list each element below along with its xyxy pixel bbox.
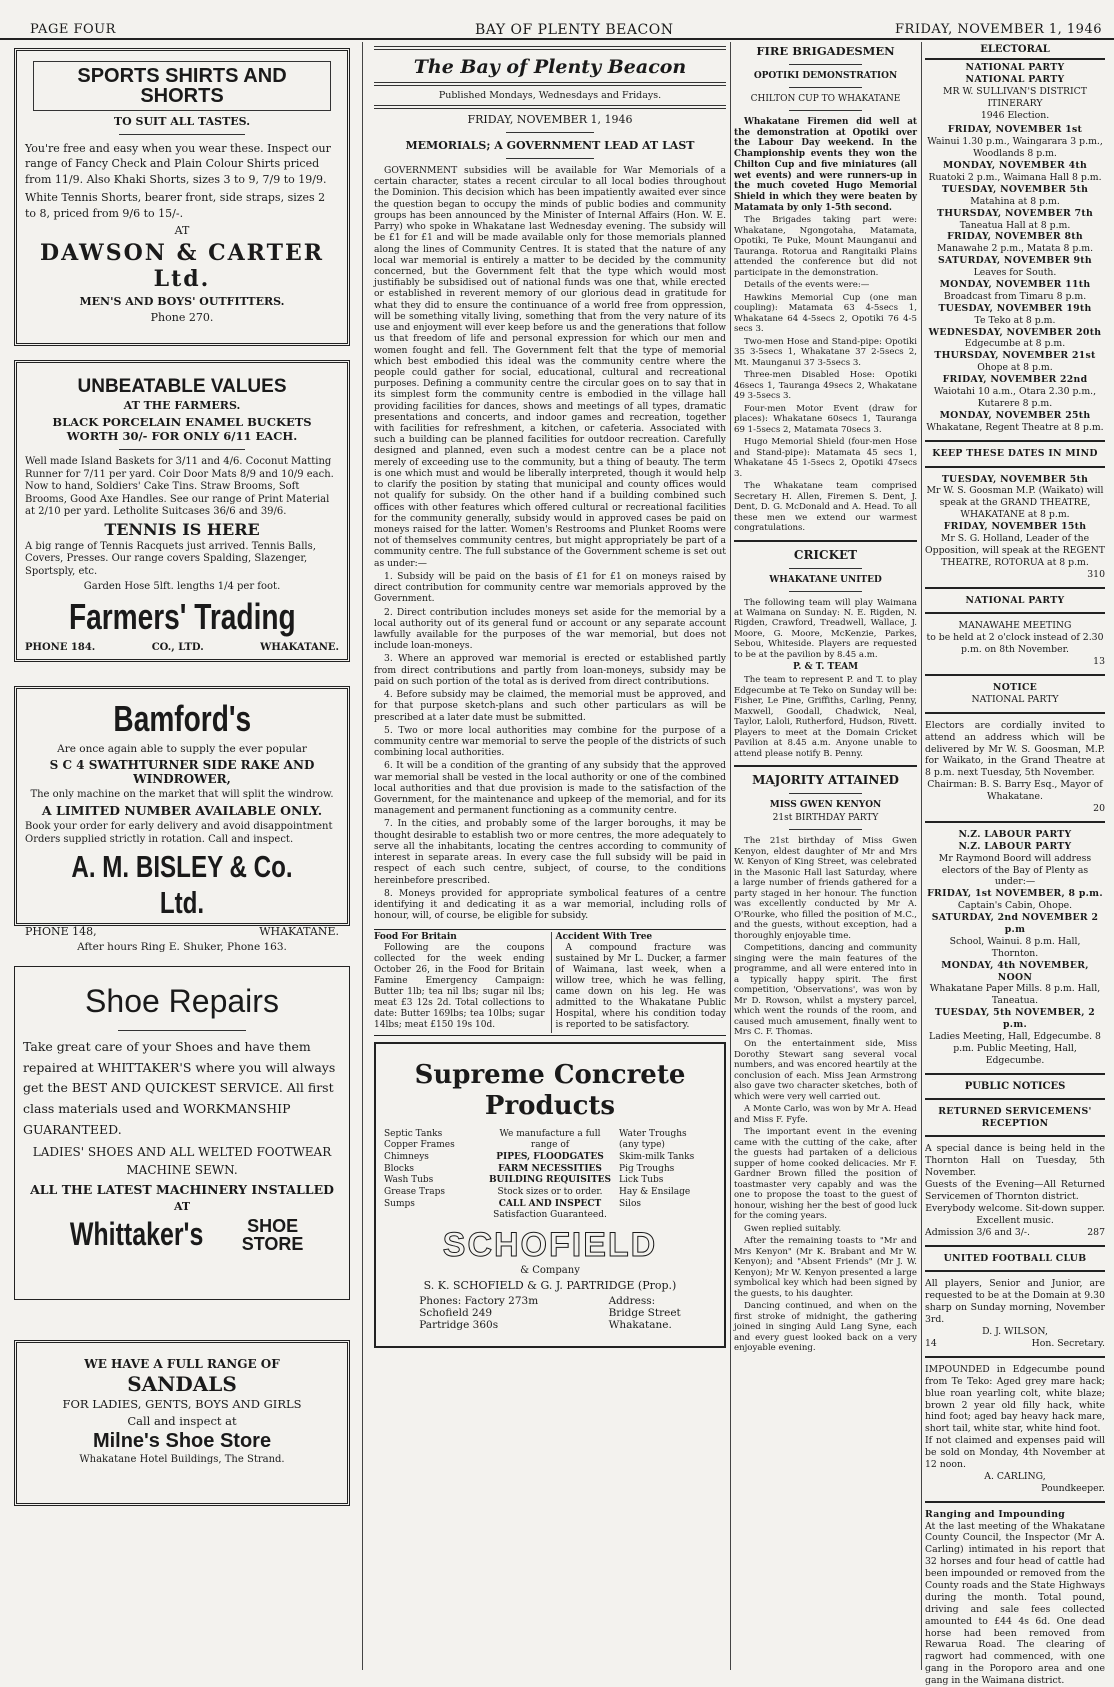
- whittaker-shoe-store: SHOE STORE: [241, 1215, 304, 1254]
- shoe-welted: LADIES' SHOES AND ALL WELTED FOOTWEAR MACHINE SEWN.: [32, 1145, 332, 1178]
- ufc-heading: UNITED FOOTBALL CLUB: [943, 1252, 1087, 1264]
- farmers-subtitle: AT THE FARMERS.: [123, 399, 241, 412]
- editorial-body: [374, 165, 726, 921]
- meeting-place: Ruatoki 2 p.m., Waimana Hall 8 p.m.: [928, 172, 1102, 184]
- ads-column: [14, 42, 350, 1670]
- majority-para: The 21st birthday of Miss Gwen Kenyon, eldest daughter of Mr and Mrs W. Kenyon of King Street, was celebrated in the Masonic Hall last Saturday, where a large number of friends gathered for a party staged in her honour. The function was excellently conducted by Mr A. O'Rourke, who filled the position of M.C., and the guests, without exception, had a thoroughly enjoyable time.: [734, 836, 917, 941]
- milne-name: Milne's Shoe Store: [92, 1430, 272, 1452]
- buckets-offer: BLACK PORCELAIN ENAMEL BUCKETS WORTH 30/- FOR ONLY 6/11 EACH.: [52, 415, 312, 443]
- meeting-date: FRIDAY, NOVEMBER 1st: [947, 124, 1083, 136]
- ad-number: 287: [1087, 1226, 1105, 1238]
- sports-at: AT: [174, 223, 190, 237]
- product-item: Chimneys: [384, 1151, 429, 1162]
- public-notices-title: PUBLIC NOTICES: [964, 1080, 1066, 1092]
- meeting-date: MONDAY, 4th NOVEMBER, NOON: [941, 959, 1089, 983]
- manawahe-text: to be held at 2 o'clock instead of 2.30 p.m. on 8th November.: [926, 632, 1104, 656]
- bisley-footer: [25, 925, 339, 938]
- schofield-address: Whakatane.: [608, 1319, 672, 1332]
- majority-para: The important event in the evening came with the cutting of the cake, after the guests had partaken of a delicious supper of home cooked delicacies. Mr F. Gardner Brown filled the position of toastmaster very capably and was the one to propose the toast to the guest of honour, wishing her the best of good luck for the coming years.: [734, 1127, 917, 1222]
- poundkeeper-role: Poundkeeper.: [1041, 1482, 1105, 1494]
- fire-para: Four-men Motor Event (draw for places): Whakatane 60secs 1, Tauranga 69 1-5secs 2, Matamata 70secs 3.: [734, 403, 917, 435]
- product-item: Water Troughs: [619, 1128, 687, 1139]
- cricket-body: [734, 598, 917, 760]
- schofield-phone: Partridge 360s: [419, 1319, 499, 1332]
- editorial-title: MEMORIALS; A GOVERNMENT LEAD AT LAST: [405, 139, 695, 152]
- editorial-para: 6. It will be a condition of the granting of any subsidy that the approved war memorial shall be vested in the local authority or one of the combined local authorities and that due provision is made to the satisfaction of the Government, for the maintenance and upkeep of the memorial, and for its management and permanent functioning as a community centre.: [374, 760, 726, 817]
- bamford-desc: The only machine on the market that will split the windrow.: [30, 789, 334, 800]
- meeting-date: THURSDAY, NOVEMBER 7th: [936, 207, 1094, 219]
- fire-title: FIRE BRIGADESMEN: [756, 44, 895, 58]
- majority-para: A Monte Carlo, was won by Mr A. Head and Miss F. Fyfe.: [734, 1104, 917, 1125]
- schofield-name: SCHOFIELD: [442, 1226, 658, 1265]
- schofield-contact: [384, 1295, 716, 1331]
- farmers-footer: [25, 642, 339, 653]
- sandals-ad: [14, 1340, 350, 1506]
- schofield-names: S. K. SCHOFIELD & G. J. PARTRIDGE (Prop.): [423, 1279, 677, 1293]
- tennis-heading: TENNIS IS HERE: [104, 519, 260, 539]
- ad-number: 14: [925, 1337, 937, 1349]
- itinerary-election: 1946 Election.: [980, 109, 1050, 121]
- sports-text-2: White Tennis Shorts, bearer front, side straps, sizes 2 to 8, priced from 9/6 to 15/-.: [25, 191, 326, 220]
- product-item: Lick Tubs: [619, 1175, 664, 1186]
- concrete-title: Supreme Concrete Products: [414, 1060, 686, 1122]
- fire-para: The Whakatane team comprised Secretary H. Allen, Firemen S. Dent, J. Dent, D. G. McDonald and A. Head. To all these men we extend our warmest congratulations.: [734, 481, 917, 534]
- party-name: NATIONAL PARTY: [965, 73, 1065, 85]
- farmers-trading-name: Farmers' Trading: [68, 596, 296, 637]
- majority-para: Gwen replied suitably.: [744, 1223, 842, 1234]
- farmers-body: Well made Island Baskets for 3/11 and 4/6. Coconut Matting Runner for 7/11 per yard. Coir Door Mats 8/9 and 10/9 each. Now to hand, Soldiers' Cake Tins. Straw Brooms, Soft Brooms, Good Axe Handles. See our range of Print Material at 2/10 per yard. Letholite Suitcases 36/6 and 39/6.: [25, 456, 334, 517]
- ufc-secretary: Hon. Secretary.: [1031, 1337, 1105, 1349]
- meeting-place: Manawahe 2 p.m., Matata 8 p.m.: [936, 243, 1094, 255]
- product-item: PIPES, FLOODGATES: [496, 1151, 604, 1162]
- page-date: FRIDAY, NOVEMBER 1, 1946: [895, 22, 1102, 37]
- product-item: We manufacture a full range of: [499, 1128, 601, 1151]
- schofield-address: Address:: [608, 1295, 656, 1308]
- majority-sub: MISS GWEN KENYON: [769, 800, 882, 811]
- milne-address: Whakatane Hotel Buildings, The Strand.: [79, 1454, 285, 1465]
- meeting-place: Mr W. S. Goosman M.P. (Waikato) will speak at the GRAND THEATRE, WHAKATANE at 8 p.m.: [926, 485, 1104, 521]
- hose-line: Garden Hose 5lft. lengths 1/4 per foot.: [83, 581, 281, 592]
- meeting-date: TUESDAY, NOVEMBER 5th: [941, 183, 1089, 195]
- meeting-date: FRIDAY, NOVEMBER 22nd: [942, 374, 1088, 386]
- meeting-place: Edgecumbe at 8 p.m.: [964, 338, 1066, 350]
- shoe-title: Shoe Repairs: [85, 983, 279, 1019]
- majority-body: [734, 836, 917, 1353]
- tennis-body: A big range of Tennis Racquets just arrived. Tennis Balls, Covers, Presses. Our range covers Spalding, Slazenger, Sportsply, etc.: [25, 540, 316, 577]
- product-item: (any type): [619, 1140, 665, 1151]
- rs-heading: RETURNED SERVICEMENS' RECEPTION: [938, 1105, 1092, 1129]
- meeting-date: TUESDAY, NOVEMBER 5th: [941, 473, 1089, 485]
- accident-with-tree: [551, 932, 727, 1033]
- page-number: PAGE FOUR: [30, 22, 116, 37]
- fire-body: [734, 215, 917, 533]
- food-title: Food For Britain: [374, 932, 457, 943]
- sandals-l2: SANDALS: [127, 1372, 237, 1396]
- editorial-column: [374, 42, 726, 1670]
- meeting-date: SATURDAY, 2nd NOVEMBER 2 p.m: [931, 912, 1099, 935]
- meeting-place: Ohope at 8 p.m.: [977, 362, 1053, 374]
- editorial-para: 5. Two or more local authorities may combine for the purpose of a community centre war memorial to serve the people of the districts of such combining local authorities.: [374, 724, 726, 759]
- rs-text: Guests of the Evening—All Returned Servicemen of Thornton district.: [925, 1179, 1105, 1203]
- bamford-book: Book your order for early delivery and avoid disappointment Orders supplied strictly in rotation. Call and inspect.: [25, 821, 333, 845]
- product-item: Satisfaction Guaranteed.: [493, 1210, 607, 1221]
- cricket-title: CRICKET: [793, 547, 858, 562]
- ad-number: 13: [1093, 656, 1105, 668]
- schofield-address: Bridge Street: [608, 1307, 681, 1320]
- party-name: NATIONAL PARTY: [965, 62, 1065, 73]
- party-name: NATIONAL PARTY: [965, 594, 1065, 606]
- meeting-date: THURSDAY, NOVEMBER 21st: [934, 350, 1096, 362]
- ufc-name: D. J. WILSON,: [982, 1326, 1048, 1338]
- ranging-heading: Ranging and Impounding: [925, 1508, 1066, 1520]
- sports-title: SPORTS SHIRTS AND SHORTS: [33, 61, 331, 111]
- bisley-town: WHAKATANE.: [259, 925, 339, 938]
- rs-admission: Admission 3/6 and 3/-.: [925, 1226, 1031, 1238]
- dawson-carter-tag: MEN'S AND BOYS' OUTFITTERS.: [79, 294, 285, 308]
- editorial-date: FRIDAY, NOVEMBER 1, 1946: [467, 113, 633, 126]
- majority-para: Dancing continued, and when on the first stroke of midnight, the gathering joined in singing Auld Lang Syne, each and every guest looked back on a very enjoyable evening.: [734, 1301, 917, 1354]
- majority-para: After the remaining toasts to "Mr and Mrs Kenyon" (Mr K. Brabant and Mr W. Kenyon); and "Absent Friends" (Mr J. W. Kenyon); Mr W. Kenyon presented a large symbolical key which had been signed by the guests, to his daughter.: [734, 1236, 917, 1299]
- fire-para: Two-men Hose and Stand-pipe: Opotiki 35 3-5secs 1, Whakatane 37 2-5secs 2, Mt. Maunganui 37 3-5secs 3.: [734, 336, 917, 368]
- notices-column: [925, 42, 1106, 1687]
- meeting-date: SATURDAY, NOVEMBER 9th: [938, 255, 1092, 267]
- electoral-title: ELECTORAL: [980, 44, 1050, 55]
- editorial-para: 8. Moneys provided for appropriate symbolical features of a centre identifying it and dedicating it as a war memorial, including rolls of honour, will, of course, be eligible for subsidy.: [374, 887, 726, 922]
- meeting-place: Mr S. G. Holland, Leader of the Opposition, will speak at the REGENT THEATRE, ROTORUA at 8 p.m.: [925, 532, 1106, 568]
- schofield-company: & Company: [520, 1265, 580, 1277]
- pt-team-heading: P. & T. TEAM: [792, 662, 859, 673]
- cricket-para: The team to represent P. and T. to play Edgecumbe at Te Teko on Sunday will be: Fisher, Le Pine, Griffiths, Carling, Penny, Maxwell, Goodall, Chadwick, Neal, Taylor, Laloli, Rutherford, Hudson, Rivett. Players to meet at the Domain Cricket Pavilion at 8.45 a.m. Anyone unable to attend please notify B. Penny.: [734, 675, 917, 759]
- meeting-date: TUESDAY, 5th NOVEMBER, 2 p.m.: [934, 1007, 1096, 1031]
- meeting-place: School, Wainui. 8 p.m. Hall, Thornton.: [949, 935, 1081, 959]
- schofield-phone: Schofield 249: [419, 1307, 493, 1320]
- fire-para: The Brigades taking part were: Whakatane, Ngongotaha, Matamata, Opotiki, Te Puke, Mount Maunganui and Tauranga. Rotorua and Rangitaiki Plains attended the conference but did not participate in the demonstration.: [734, 215, 917, 278]
- dawson-carter-name: DAWSON & CARTER Ltd.: [40, 239, 324, 292]
- meeting-place: Taneatua Hall at 8 p.m.: [959, 219, 1071, 231]
- meeting-date: FRIDAY, NOVEMBER 8th: [947, 231, 1083, 243]
- ranging-text: At the last meeting of the Whakatane County Council, the Inspector (Mr A. Carling) intimated in his report that 32 horses and four head of cattle had been impounded or removed from the County roads and the State Highways during the month. Total pound, driving and sale fees collected amounted to £44 4s 6d. One dead horse had been removed from Rewarua Road. The clearing of ragwort had commenced, with one gang in the Poroporo area and one gang in the Waimana district.: [925, 1520, 1105, 1687]
- meeting-place: Captain's Cabin, Ohope.: [957, 900, 1073, 912]
- poundkeeper-name: A. CARLING,: [984, 1470, 1046, 1482]
- meeting-date: FRIDAY, 1st NOVEMBER, 8 p.m.: [927, 888, 1103, 900]
- cricket-para: The following team will play Waimana at Waimana on Sunday: N. E. Rigden, N. Rigden, Crawford, Treadwell, Wallace, J. Moore, G. Moore, McKenzie, Parkes, Sebou, Whiteside. Players are requested to be at the pavilion by 8.45 a.m.: [734, 597, 917, 660]
- editorial-para: 4. Before subsidy may be claimed, the memorial must be approved, and for that purpose sketch-plans and such other particulars as will be prescribed at a later date must be submitted.: [374, 689, 726, 723]
- shoe-body: Take great care of your Shoes and have them repaired at WHITTAKER'S where you will always get the BEST AND QUICKEST SERVICE. All first class materials used and WORKMANSHIP GUARANTEED.: [23, 1039, 336, 1137]
- fire-lead: [734, 117, 917, 213]
- product-item: BUILDING REQUISITES: [488, 1175, 612, 1186]
- farmers-co: CO., LTD.: [151, 642, 204, 653]
- sports-text: You're free and easy when you wear these. Inspect our range of Fancy Check and Plain Colour Shirts priced from 11/9. Also Khaki Shorts, sizes 3 to 9, 7/9 to 19/9.: [25, 142, 331, 186]
- boord-text: Mr Raymond Boord will address electors of the Bay of Plenty as under:—: [938, 852, 1092, 888]
- tree-title: Accident With Tree: [555, 932, 653, 943]
- fire-para: Details of the events were:—: [744, 280, 870, 291]
- bamford-ad: [14, 686, 350, 953]
- bamford-product: S C 4 SWATHTURNER SIDE RAKE AND WINDROWER,: [49, 758, 315, 786]
- electors-text: Electors are cordially invited to attend an address which will be delivered by Mr W. S. Goosman, M.P. for Waikato, in the Grand Theatre at 8 p.m. next Tuesday, 5th November.: [925, 719, 1105, 779]
- fire-para: Hugo Memorial Shield (four-men Hose and Stand-pipe): Matamata 45 secs 1, Whakatane 45 1-5secs 2, Opotiki 47secs 3.: [734, 437, 917, 479]
- dawson-carter-phone: Phone 270.: [150, 310, 214, 324]
- editorial-para: 2. Direct contribution includes moneys set aside for the memorial by a local authority out of its general fund or account or any separate account lawfully available for the purposes of the war memorial, but does not include loan-moneys.: [374, 606, 726, 652]
- product-item: CALL AND INSPECT: [498, 1198, 602, 1209]
- party-name: N.Z. LABOUR PARTY: [958, 840, 1072, 852]
- editorial-para: 3. Where an approved war memorial is erected or established partly from direct contributions and partly from loan-moneys, subsidy may be paid on such portion of the total as is derived from direct contributions.: [374, 653, 726, 687]
- keep-dates: KEEP THESE DATES IN MIND: [932, 447, 1098, 459]
- meeting-place: Waiotahi 10 a.m., Otara 2.30 p.m., Kutarere 8 p.m.: [933, 386, 1097, 409]
- whittaker-name: Whittaker's: [70, 1216, 204, 1253]
- bisley-phone: PHONE 148,: [25, 925, 97, 938]
- food-body: Following are the coupons collected for the week ending October 26, in the Food for Britain Famine Emergency Campaign: Butter 1lb; tea nil lbs; sugar nil lbs; meat £3 12s 2d. Total collections to date: Butter 169lbs; tea 10lbs; sugar 14lbs; meat £150 19s 10d.: [374, 943, 545, 1031]
- meeting-date: MONDAY, NOVEMBER 25th: [939, 409, 1091, 421]
- product-item: Septic Tanks: [384, 1128, 443, 1139]
- party-name: NATIONAL PARTY: [971, 693, 1059, 705]
- masthead: The Bay of Plenty Beacon: [413, 56, 687, 78]
- meeting-date: MONDAY, NOVEMBER 11th: [939, 279, 1091, 291]
- farmers-ad: [14, 360, 350, 662]
- sports-subtitle: TO SUIT ALL TASTES.: [113, 115, 251, 128]
- bamford-title: Bamford's: [113, 698, 251, 739]
- editorial-para: 7. In the cities, and probably some of the larger boroughs, it may be thought desirable to establish two or more centres, the more adequately to serve all the inhabitants, locating the centres according to community of interest in separate areas. In every case the full subsidy will be paid in respect of each such centre, subject, of course, to the conditions hereinbefore prescribed.: [374, 818, 726, 886]
- publication-days: Published Mondays, Wednesdays and Fridays.: [438, 90, 662, 101]
- ad-number: 310: [1087, 568, 1105, 580]
- product-item: Copper Frames: [384, 1140, 455, 1151]
- farmers-town: WHAKATANE.: [260, 642, 339, 653]
- product-item: Stock sizes or to order.: [497, 1186, 603, 1197]
- shoe-at: AT: [173, 1200, 191, 1214]
- fire-para: Hawkins Memorial Cup (one man coupling): Matamata 63 4-5secs 1, Whakatane 64 4-5secs 2, Opotiki 76 4-5 secs 3.: [734, 292, 917, 335]
- rs-text: A special dance is being held in the Thornton Hall on Tuesday, 5th November.: [925, 1143, 1105, 1179]
- concrete-products: [384, 1129, 716, 1223]
- meeting-place: Matahina at 8 p.m.: [970, 195, 1060, 207]
- fire-sub: OPOTIKI DEMONSTRATION: [753, 71, 898, 81]
- sandals-l4: Call and inspect at: [127, 1414, 237, 1428]
- rs-text: Everybody welcome. Sit-down supper. Excellent music.: [925, 1202, 1105, 1226]
- party-name: N.Z. LABOUR PARTY: [958, 828, 1072, 840]
- chairman-text: Chairman: B. S. Barry Esq., Mayor of Whakatane.: [927, 779, 1103, 803]
- itinerary-title: MR W. SULLIVAN'S DISTRICT ITINERARY: [942, 85, 1088, 109]
- sandals-l1: WE HAVE A FULL RANGE OF: [84, 1357, 280, 1371]
- fire-lead-text: Whakatane Firemen did well at the demonstration at Opotiki over the Labour Day weekend. In the Championship events they won the Chilton Cup and five miniatures (all wet events) and were runners-up in the much coveted Hugo Memorial Shield in which they were beaten by Matamata by only 1-5th second.: [734, 117, 917, 213]
- shoe-machinery: ALL THE LATEST MACHINERY INSTALLED: [30, 1182, 334, 1198]
- farmers-phone: PHONE 184.: [25, 642, 96, 653]
- cricket-sub: WHAKATANE UNITED: [769, 574, 882, 585]
- shoe-ad: [14, 966, 350, 1300]
- majority-title: MAJORITY ATTAINED: [752, 773, 899, 788]
- bisley-name: A. M. BISLEY & Co. Ltd.: [71, 849, 293, 920]
- product-item: FARM NECESSITIES: [498, 1163, 602, 1174]
- ufc-text: All players, Senior and Junior, are requested to be at the Domain at 9.30 sharp on Sunday morning, November 3rd.: [925, 1278, 1105, 1326]
- tree-body: A compound fracture was sustained by Mr L. Ducker, a farmer of Waimana, last week, when a willow tree, which he was felling, came down on his leg. He was admitted to the Whakatane Public Hospital, where his condition today is reported to be satisfactory.: [555, 943, 726, 1031]
- editorial-para: 1. Subsidy will be paid on the basis of £1 for £1 on moneys raised by direct contribution for community centre war memorials approved by the Government.: [374, 570, 726, 605]
- schofield-phone: Phones: Factory 273m: [419, 1295, 539, 1308]
- majority-para: On the entertainment side, Miss Dorothy Stewart sang several vocal numbers, and was encored heartily at the conclusion of each. Miss Jean Armstrong also gave two character sketches, both of which were very well carried out.: [734, 1039, 917, 1102]
- product-item: Hay & Ensilage: [619, 1186, 691, 1197]
- product-item: Sumps: [384, 1198, 415, 1209]
- manawahe-meeting: MANAWAHE MEETING: [958, 620, 1072, 632]
- sandals-l3: FOR LADIES, GENTS, BOYS AND GIRLS: [62, 1397, 302, 1411]
- product-item: Blocks: [384, 1163, 415, 1174]
- product-item: Pig Troughs: [619, 1163, 675, 1174]
- fire-para: Three-men Disabled Hose: Opotiki 46secs 1, Tauranga 49secs 2, Whakatane 49 3-5secs 3.: [734, 370, 917, 402]
- meeting-place: Leaves for South.: [973, 267, 1057, 279]
- bamford-limited: A LIMITED NUMBER AVAILABLE ONLY.: [41, 803, 323, 818]
- bisley-after: After hours Ring E. Shuker, Phone 163.: [77, 941, 287, 953]
- fire-sub2: CHILTON CUP TO WHAKATANE: [750, 94, 901, 104]
- meeting-date: MONDAY, NOVEMBER 4th: [942, 160, 1088, 172]
- page-header: [0, 10, 1114, 40]
- majority-para: Competitions, dancing and community singing were the main features of the programme, and all were entered into in a typically happy spirit. The first competition, 'Observations', was won by Mr D. Rowson, whilst a mystery parcel, which went the rounds of the room, and caused much amusement, finally went to Mrs C. F. Thomas.: [734, 943, 917, 1037]
- sports-ad: [14, 48, 350, 346]
- bamford-intro: Are once again able to supply the ever popular: [57, 743, 307, 755]
- concrete-ad: [374, 1042, 726, 1348]
- ad-number: 20: [1093, 802, 1105, 814]
- meeting-place: Te Teko at 8 p.m.: [974, 314, 1056, 326]
- meeting-place: Whakatane, Regent Theatre at 8 p.m.: [926, 421, 1104, 433]
- food-for-britain: [374, 932, 545, 1033]
- meeting-date: FRIDAY, NOVEMBER 15th: [943, 521, 1087, 533]
- majority-sub2: 21st BIRTHDAY PARTY: [772, 813, 879, 824]
- meeting-date: WEDNESDAY, NOVEMBER 20th: [928, 326, 1102, 338]
- news-column: [734, 42, 917, 1670]
- meeting-date: TUESDAY, NOVEMBER 19th: [938, 302, 1092, 314]
- farmers-title: UNBEATABLE VALUES: [77, 376, 287, 397]
- product-item: Silos: [619, 1198, 641, 1209]
- sullivan-itinerary: [925, 62, 1105, 1067]
- public-notices: [925, 1106, 1105, 1687]
- meeting-place: Whakatane Paper Mills. 8 p.m. Hall, Taneatua.: [929, 983, 1101, 1007]
- paper-title: BAY OF PLENTY BEACON: [475, 22, 674, 38]
- editorial-para: GOVERNMENT subsidies will be available for War Memorials of a certain character, states a recent circular to all local bodies throughout the Dominion. This decision which has been impatiently awaited ever since the question began to occupy the minds of public bodies and community groups has been announced by the Minister of Internal Affairs (Hon. W. E. Parry) who spoke in Whakatane last Wednesday evening. The subsidy will be £1 for £1 and will be made available only for those memorials planned along the lines of Community Centres. It is stated that the nature of any local war memorial is entirely a matter to be decided by the community concerned, but the Government felt that the type which would most justifiably be subsidised out of national funds was one that, while erected or established in reverent memory of our glorious dead in gratitude for what they did to ensure the continuance of a world free from oppression, will be something vitally living, something that from the very nature of its use and enjoyment will ever keep before us and the generations that follow us that freedom of life and personal expression for which our men and women fought and fell. The Government felt that the type of memorial which best embodied this ideal was the community centre where the people could gather for social, educational, cultural and recreational purposes. Defining a community centre the circular goes on to say that in its simplest form the community centre is embodied in the village hall providing facilities for dances, shows and meetings of all types, dramatic presentations and concerts, and indoor games and recreation, together with facilities for refreshment, a kitchen, or cafeteria. Associated with such a building can be planned facilities for outdoor recreation. Carefully designed and planned, even such a modest centre can be a place not merely of exceeding use to the community, but a thing of beauty. The term is one which must and would be liberally interpreted, though it would help to clarify the position by stating that municipal and county offices would not qualify for subsidy. On the other hand if a building combined such offices with other features which offered cultural or recreational facilities for the community generally, subsidy would in approved cases be paid on moneys raised for the latter. Women's Restrooms and Plunket Rooms were not of themselves community centres, but might appropriately be part of a community centre. The full substance of the Government scheme is set out as under:—: [374, 165, 726, 569]
- product-item: Skim-milk Tanks: [619, 1151, 695, 1162]
- product-item: Wash Tubs: [384, 1175, 434, 1186]
- impounded-text: If not claimed and expenses paid will be sold on Monday, 4th November at 12 noon.: [925, 1435, 1105, 1470]
- meeting-place: Broadcast from Timaru 8 p.m.: [943, 290, 1087, 302]
- meeting-place: Ladies Meeting, Hall, Edgecumbe. 8 p.m. Public Meeting, Hall, Edgecumbe.: [929, 1031, 1101, 1066]
- meeting-place: Wainui 1.30 p.m., Waingarara 3 p.m., Woodlands 8 p.m.: [927, 136, 1103, 160]
- impounded-text: IMPOUNDED in Edgecumbe pound from Te Teko: Aged grey mare hack; blue roan yearling colt, white blaze; brown 2 year old filly hack, white hind foot; aged bay heavy hack mare, short tail, white star, white hind foot.: [925, 1363, 1105, 1435]
- whittaker-logo: [23, 1216, 341, 1253]
- short-items: [374, 929, 726, 1036]
- notice-heading: NOTICE: [992, 681, 1038, 693]
- product-item: Grease Traps: [384, 1186, 446, 1197]
